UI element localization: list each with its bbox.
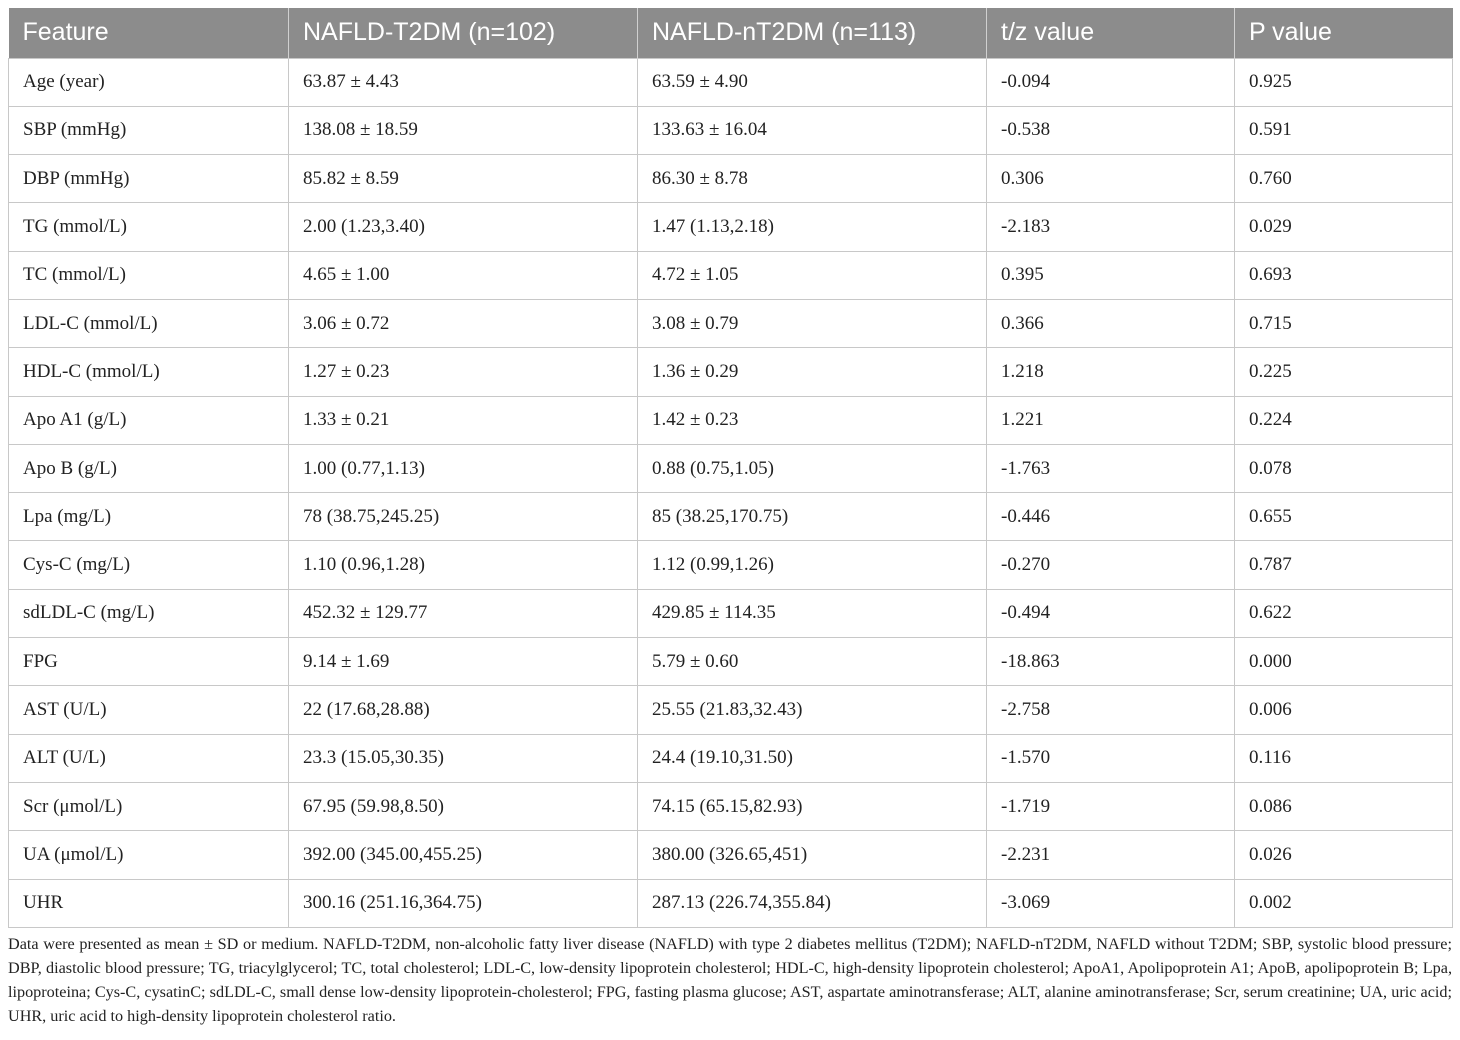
cell-feature: LDL-C (mmol/L)	[9, 299, 289, 347]
table-row	[9, 203, 1453, 251]
cell-nafld-nt2dm: 0.88 (0.75,1.05)	[638, 444, 987, 492]
cell-nafld-t2dm: 2.00 (1.23,3.40)	[289, 203, 638, 251]
table-row	[9, 58, 1453, 106]
cell-tz-value: 0.366	[987, 299, 1235, 347]
table-row	[9, 493, 1453, 541]
cell-nafld-nt2dm: 86.30 ± 8.78	[638, 155, 987, 203]
cell-nafld-nt2dm: 429.85 ± 114.35	[638, 589, 987, 637]
cell-p-value: 0.006	[1235, 686, 1453, 734]
cell-nafld-t2dm: 23.3 (15.05,30.35)	[289, 734, 638, 782]
table-row	[9, 106, 1453, 154]
cell-tz-value: -18.863	[987, 638, 1235, 686]
header-nafld-t2dm: NAFLD-T2DM (n=102)	[289, 8, 638, 58]
cell-tz-value: -0.094	[987, 58, 1235, 106]
cell-p-value: 0.224	[1235, 396, 1453, 444]
cell-nafld-t2dm: 392.00 (345.00,455.25)	[289, 831, 638, 879]
header-tz-value: t/z value	[987, 8, 1235, 58]
cell-nafld-nt2dm: 85 (38.25,170.75)	[638, 493, 987, 541]
cell-nafld-t2dm: 78 (38.75,245.25)	[289, 493, 638, 541]
cell-nafld-t2dm: 85.82 ± 8.59	[289, 155, 638, 203]
cell-feature: UHR	[9, 879, 289, 927]
cell-p-value: 0.086	[1235, 782, 1453, 830]
cell-feature: AST (U/L)	[9, 686, 289, 734]
cell-p-value: 0.925	[1235, 58, 1453, 106]
table-body	[9, 58, 1453, 927]
cell-nafld-nt2dm: 287.13 (226.74,355.84)	[638, 879, 987, 927]
cell-feature: sdLDL-C (mg/L)	[9, 589, 289, 637]
cell-tz-value: -2.183	[987, 203, 1235, 251]
header-feature: Feature	[9, 8, 289, 58]
cell-p-value: 0.078	[1235, 444, 1453, 492]
cell-p-value: 0.225	[1235, 348, 1453, 396]
cell-tz-value: -1.719	[987, 782, 1235, 830]
cell-nafld-t2dm: 63.87 ± 4.43	[289, 58, 638, 106]
cell-tz-value: -1.570	[987, 734, 1235, 782]
cell-feature: Scr (μmol/L)	[9, 782, 289, 830]
cell-p-value: 0.760	[1235, 155, 1453, 203]
cell-nafld-t2dm: 1.33 ± 0.21	[289, 396, 638, 444]
cell-tz-value: 0.395	[987, 251, 1235, 299]
cell-nafld-nt2dm: 25.55 (21.83,32.43)	[638, 686, 987, 734]
table-row	[9, 831, 1453, 879]
cell-nafld-nt2dm: 133.63 ± 16.04	[638, 106, 987, 154]
cell-nafld-t2dm: 138.08 ± 18.59	[289, 106, 638, 154]
cell-feature: ALT (U/L)	[9, 734, 289, 782]
cell-p-value: 0.787	[1235, 541, 1453, 589]
table-row	[9, 589, 1453, 637]
cell-nafld-nt2dm: 380.00 (326.65,451)	[638, 831, 987, 879]
table-row	[9, 251, 1453, 299]
cell-feature: UA (μmol/L)	[9, 831, 289, 879]
table-row	[9, 541, 1453, 589]
cell-p-value: 0.693	[1235, 251, 1453, 299]
table-row	[9, 686, 1453, 734]
cell-tz-value: -0.494	[987, 589, 1235, 637]
cell-nafld-t2dm: 452.32 ± 129.77	[289, 589, 638, 637]
cell-feature: Lpa (mg/L)	[9, 493, 289, 541]
cell-nafld-t2dm: 1.10 (0.96,1.28)	[289, 541, 638, 589]
cell-tz-value: -3.069	[987, 879, 1235, 927]
cell-nafld-nt2dm: 1.36 ± 0.29	[638, 348, 987, 396]
cell-nafld-nt2dm: 1.47 (1.13,2.18)	[638, 203, 987, 251]
table-row	[9, 782, 1453, 830]
cell-p-value: 0.622	[1235, 589, 1453, 637]
header-p-value: P value	[1235, 8, 1453, 58]
cell-tz-value: -0.538	[987, 106, 1235, 154]
cell-p-value: 0.002	[1235, 879, 1453, 927]
table-footnote: Data were presented as mean ± SD or medium. NAFLD-T2DM, non-alcoholic fatty liver disease (NAFLD) with type 2 diabetes mellitus (T2DM); NAFLD-nT2DM, NAFLD without T2DM; SBP, systolic blood pressure; DBP, diastolic blood pressure; TG, triacylglycerol; TC, total cholesterol; LDL-C, low-density lipoprotein cholesterol; HDL-C, high-density lipoprotein cholesterol; ApoA1, Apolipoprotein A1; ApoB, apolipoprotein B; Lpa, lipoproteina; Cys-C, cysatinC; sdLDL-C, small dense low-density lipoprotein-cholesterol; FPG, fasting plasma glucose; AST, aspartate aminotransferase; ALT, alanine aminotransferase; Scr, serum creatinine; UA, uric acid; UHR, uric acid to high-density lipoprotein cholesterol ratio.	[8, 935, 1452, 1025]
cell-feature: TG (mmol/L)	[9, 203, 289, 251]
cell-tz-value: -1.763	[987, 444, 1235, 492]
header-nafld-nt2dm: NAFLD-nT2DM (n=113)	[638, 8, 987, 58]
table-row	[9, 396, 1453, 444]
cell-nafld-t2dm: 4.65 ± 1.00	[289, 251, 638, 299]
cell-nafld-nt2dm: 1.42 ± 0.23	[638, 396, 987, 444]
cell-nafld-t2dm: 1.00 (0.77,1.13)	[289, 444, 638, 492]
cell-nafld-t2dm: 1.27 ± 0.23	[289, 348, 638, 396]
table-row	[9, 444, 1453, 492]
table-row	[9, 638, 1453, 686]
cell-feature: DBP (mmHg)	[9, 155, 289, 203]
cell-nafld-t2dm: 3.06 ± 0.72	[289, 299, 638, 347]
cell-tz-value: 1.218	[987, 348, 1235, 396]
cell-p-value: 0.591	[1235, 106, 1453, 154]
cell-p-value: 0.026	[1235, 831, 1453, 879]
cell-tz-value: 1.221	[987, 396, 1235, 444]
cell-nafld-t2dm: 9.14 ± 1.69	[289, 638, 638, 686]
cell-nafld-nt2dm: 74.15 (65.15,82.93)	[638, 782, 987, 830]
cell-nafld-nt2dm: 3.08 ± 0.79	[638, 299, 987, 347]
cell-p-value: 0.715	[1235, 299, 1453, 347]
table-row	[9, 734, 1453, 782]
cell-p-value: 0.029	[1235, 203, 1453, 251]
cell-feature: Apo B (g/L)	[9, 444, 289, 492]
cell-p-value: 0.655	[1235, 493, 1453, 541]
cell-tz-value: -0.446	[987, 493, 1235, 541]
table-row	[9, 155, 1453, 203]
cell-tz-value: -0.270	[987, 541, 1235, 589]
cell-feature: Cys-C (mg/L)	[9, 541, 289, 589]
cell-tz-value: -2.758	[987, 686, 1235, 734]
data-table-container	[8, 8, 1452, 928]
cell-feature: FPG	[9, 638, 289, 686]
cell-nafld-t2dm: 67.95 (59.98,8.50)	[289, 782, 638, 830]
cell-nafld-t2dm: 22 (17.68,28.88)	[289, 686, 638, 734]
cell-nafld-nt2dm: 63.59 ± 4.90	[638, 58, 987, 106]
table-header-row	[9, 8, 1453, 58]
cell-feature: Age (year)	[9, 58, 289, 106]
cell-nafld-nt2dm: 24.4 (19.10,31.50)	[638, 734, 987, 782]
cell-p-value: 0.000	[1235, 638, 1453, 686]
cell-tz-value: -2.231	[987, 831, 1235, 879]
data-table	[8, 8, 1453, 928]
cell-nafld-nt2dm: 5.79 ± 0.60	[638, 638, 987, 686]
table-row	[9, 299, 1453, 347]
cell-feature: SBP (mmHg)	[9, 106, 289, 154]
cell-nafld-nt2dm: 1.12 (0.99,1.26)	[638, 541, 987, 589]
table-row	[9, 348, 1453, 396]
cell-feature: TC (mmol/L)	[9, 251, 289, 299]
cell-nafld-nt2dm: 4.72 ± 1.05	[638, 251, 987, 299]
cell-p-value: 0.116	[1235, 734, 1453, 782]
table-row	[9, 879, 1453, 927]
cell-feature: Apo A1 (g/L)	[9, 396, 289, 444]
cell-feature: HDL-C (mmol/L)	[9, 348, 289, 396]
cell-nafld-t2dm: 300.16 (251.16,364.75)	[289, 879, 638, 927]
cell-tz-value: 0.306	[987, 155, 1235, 203]
